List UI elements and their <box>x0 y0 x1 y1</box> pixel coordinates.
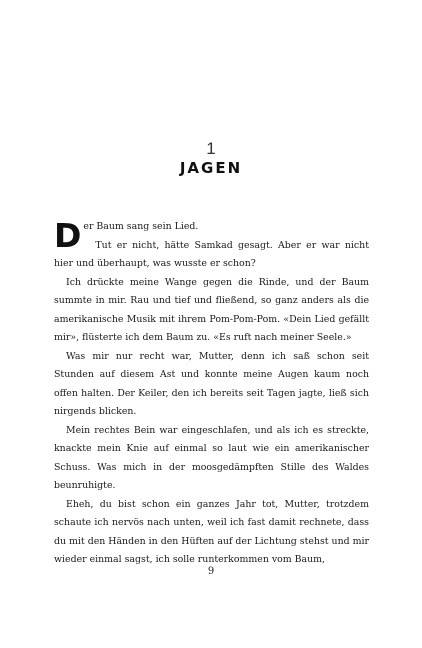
paragraph-2: Tut er nicht, hätte Samkad gesagt. Aber er war nicht hier und überhaupt, was wusste er schon? <box>54 239 369 269</box>
paragraph-5: Mein rechtes Bein war eingeschlafen, und als ich es streckte, knackte mein Knie auf einmal so laut wie ein amerikanischer Schuss. Was mich in der moosgedämpften Stille des Waldes beunruhigte. <box>54 424 369 491</box>
chapter-title: JAGEN <box>179 159 243 177</box>
paragraph-4: Was mir nur recht war, Mutter, denn ich saß schon seit Stunden auf diesem Ast und konnte meine Augen kaum noch offen halten. Der Keiler, den ich bereits seit Tagen jagte, ließ sich nirgends blicken. <box>54 350 369 417</box>
page-number: 9 <box>207 566 215 577</box>
paragraph-6: Eheh, du bist schon ein ganzes Jahr tot, Mutter, trotzdem schaute ich nervös nach unten, weil ich fast damit rechnete, dass du mit den Händen in den Hüften auf der Lichtung stehst und mir wieder einmal sagst, ich solle runterkommen vom Baum, <box>54 498 369 565</box>
paragraph-1-text: er Baum sang sein Lied. <box>83 221 199 232</box>
chapter-number: 1 <box>206 139 216 158</box>
body-text <box>54 218 369 570</box>
drop-cap: D <box>54 216 82 255</box>
paragraph-3: Ich drückte meine Wange gegen die Rinde, und der Baum summte in mir. Rau und tief und fließend, so ganz anders als die amerikanische Musik mit ihrem Pom-Pom-Pom. «Dein Lied gefällt mir», flüsterte ich dem Baum zu. «Es ruft nach meiner Seele.» <box>54 276 369 343</box>
